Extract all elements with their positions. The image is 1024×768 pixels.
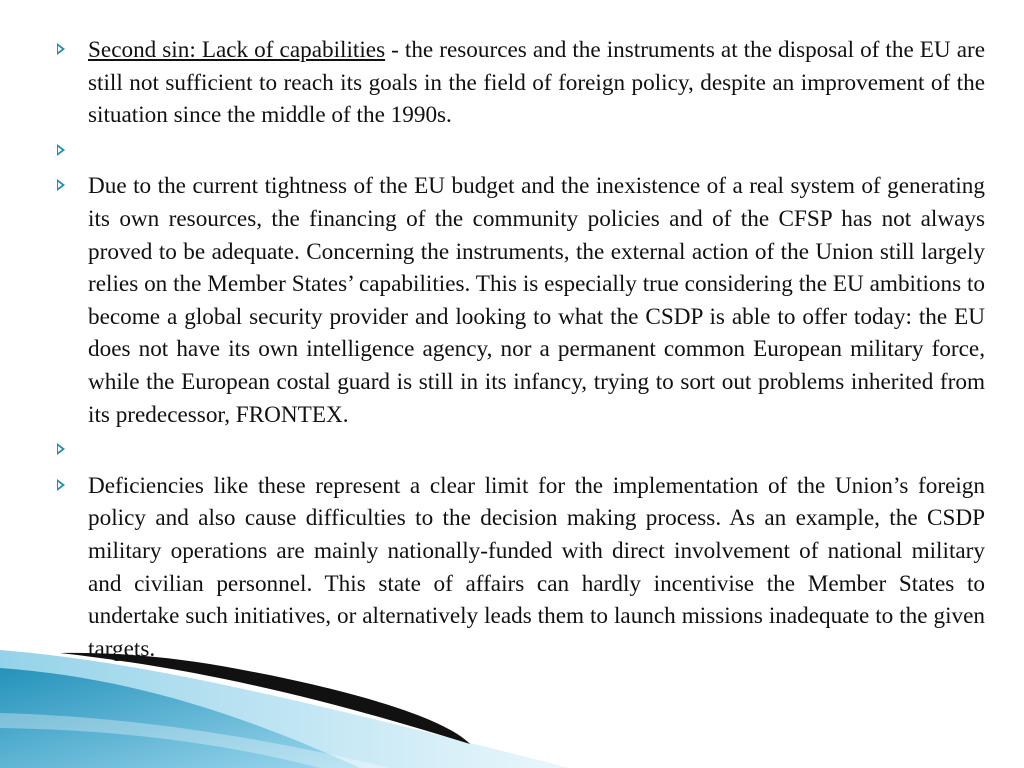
bullet-item-lack-of-capabilities <box>57 34 985 132</box>
bullet-text <box>88 135 985 168</box>
bullet-item-empty <box>57 434 985 467</box>
bullet-item-deficiencies <box>57 470 985 666</box>
bullet-text: Deficiencies like these represent a clear limit for the implementation of the Union’s foreign policy and also cause difficulties to the decision making process. As an example, the CSDP military operations are mainly nationally-funded with direct involvement of national military and civilian personnel. This state of affairs can hardly incentivise the Member States to undertake such initiatives, or alternatively leads them to launch missions inadequate to the given targets. <box>88 472 985 662</box>
bullet-text: Due to the current tightness of the EU budget and the inexistence of a real system of generating its own resources, the financing of the community policies and of the CFSP has not always proved to be adequate. Concerning the instruments, the external action of the Union still largely relies on the Member States’ capabilities. This is especially true considering the EU ambitions to become a global security provider and looking to what the CSDP is able to offer today: the EU does not have its own intelligence agency, nor a permanent common European military force, while the European costal guard is still in its infancy, trying to sort out problems inherited from its predecessor, FRONTEX. <box>88 173 985 428</box>
bullet-icon <box>57 144 65 156</box>
bullet-item-budget-and-instruments <box>57 170 985 431</box>
bullet-text <box>88 34 985 132</box>
bullet-icon <box>57 179 65 191</box>
bullet-item-empty <box>57 135 985 168</box>
bullet-list <box>57 34 985 668</box>
bullet-heading: Second sin: Lack of capabilities <box>88 37 386 63</box>
bullet-icon <box>57 43 65 55</box>
bullet-body: - the resources and the instruments at the disposal of the EU are still not sufficient to reach its goals in the field of foreign policy, despite an improvement of the situation since the middle of the 1990s. <box>88 37 985 129</box>
bullet-text <box>88 434 985 467</box>
bullet-icon <box>57 443 65 455</box>
bullet-icon <box>57 479 65 491</box>
